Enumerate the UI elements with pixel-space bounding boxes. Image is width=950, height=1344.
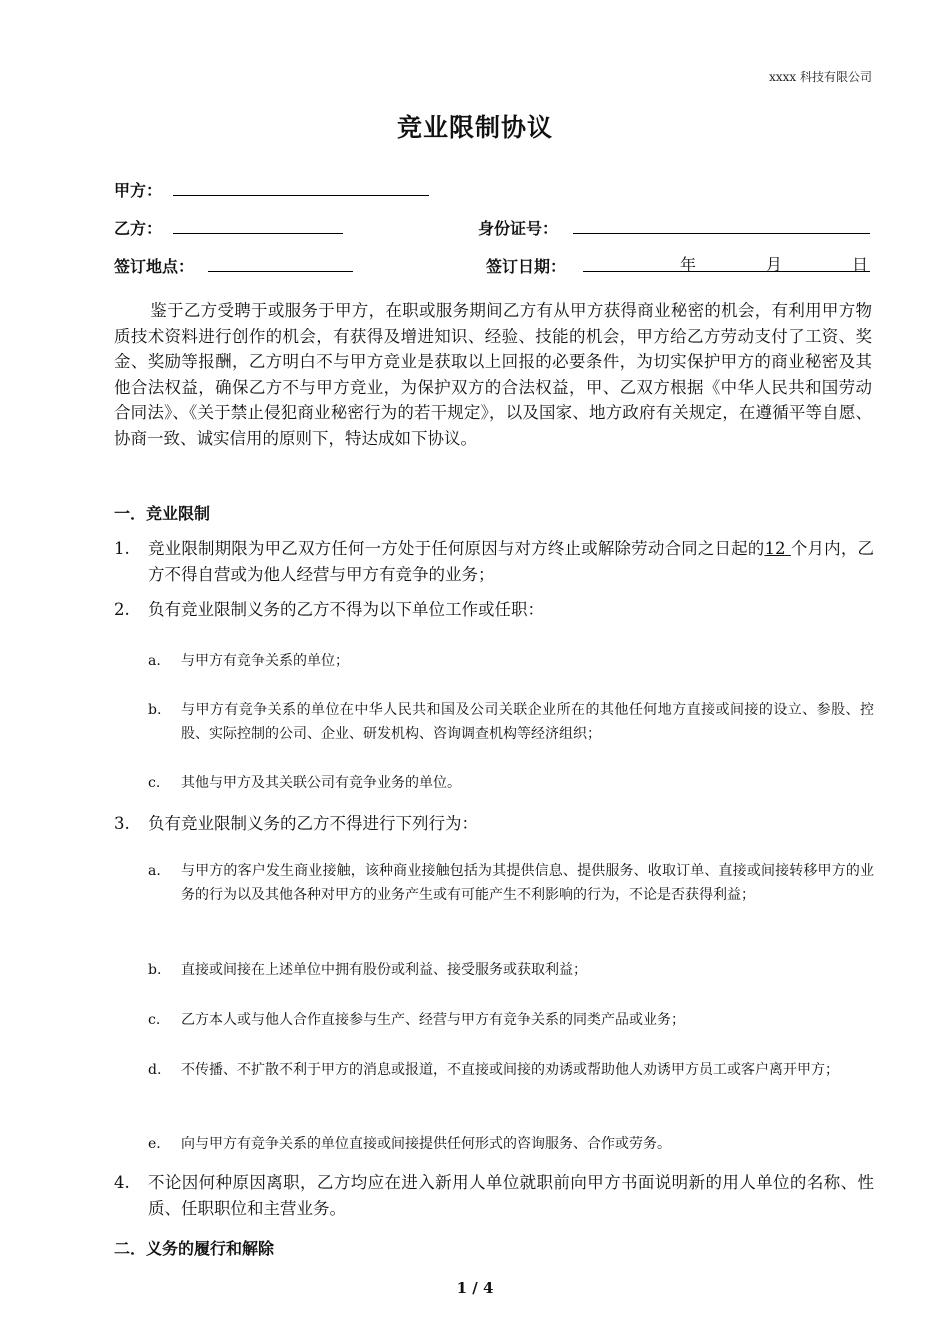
sub-clause-number: a.: [148, 653, 161, 669]
page-number: 1 / 4: [456, 1279, 494, 1297]
sub-clause: [148, 1132, 874, 1156]
sub-clause-text: 与甲方有竞争关系的单位；: [181, 653, 349, 669]
clause-text: 个月内，乙方不得自营或为他人经营与甲方有竞争的业务；: [148, 539, 875, 584]
party-b-blank[interactable]: [173, 213, 343, 234]
sub-clause-text: 向与甲方有竞争关系的单位直接或间接提供任何形式的咨询服务、合作或劳务。: [181, 1136, 671, 1152]
sub-clause-text: 与甲方有竞争关系的单位在中华人民共和国及公司关联企业所在的其他任何地方直接或间接的设立、参股、控股、实际控制的公司、企业、研发机构、咨询调查机构等经济组织；: [181, 702, 874, 742]
sub-clause: [148, 649, 874, 673]
sub-clause: [148, 1008, 874, 1032]
sub-clause-text: 直接或间接在上述单位中拥有股份或利益、接受服务或获取利益；: [181, 962, 587, 978]
company-name: xxxx 科技有限公司: [769, 70, 872, 84]
sub-clause: [148, 698, 874, 746]
sign-place-label: 签订地点：: [114, 257, 195, 276]
sign-place-blank[interactable]: [208, 251, 353, 272]
sub-clause-number: c.: [148, 1012, 161, 1028]
id-number-label: 身份证号：: [478, 219, 559, 238]
months-value: 12: [764, 539, 786, 558]
section-heading-1: 一．竞业限制: [114, 504, 211, 523]
clause-number: 2.: [114, 600, 130, 619]
clause-number: 3.: [114, 814, 130, 833]
sub-clause-number: d.: [148, 1062, 162, 1078]
id-number-blank[interactable]: [573, 213, 870, 234]
sub-clause-text: 与甲方的客户发生商业接触，该种商业接触包括为其提供信息、提供服务、收取订单、直接或间接转移甲方的业务的行为以及其他各种对甲方的业务产生或有可能产生不利影响的行为，不论是否获得利益；: [181, 863, 874, 903]
clause-text: 不论因何种原因离职，乙方均应在进入新用人单位就职前向甲方书面说明新的用人单位的名称、性质、任职职位和主营业务。: [148, 1173, 874, 1218]
sub-clause-number: b.: [148, 702, 162, 718]
date-year: 年: [680, 255, 697, 274]
clause-text: 竞业限制期限为甲乙双方任何一方处于任何原因与对方终止或解除劳动合同之日起的: [148, 539, 765, 558]
sub-clause: [148, 1058, 874, 1082]
clause-text: 负有竞业限制义务的乙方不得为以下单位工作或任职：: [148, 600, 544, 619]
document-title: 竞业限制协议: [396, 113, 553, 142]
clause-1: [114, 536, 874, 588]
date-day: 日: [852, 255, 869, 274]
clause-2: [114, 597, 874, 623]
sign-date-blank[interactable]: [583, 251, 870, 272]
sub-clause-text: 其他与甲方及其关联公司有竞争业务的单位。: [181, 775, 461, 791]
clause-number: 4.: [114, 1173, 130, 1192]
sub-clause-number: c.: [148, 775, 161, 791]
sub-clause-text: 乙方本人或与他人合作直接参与生产、经营与甲方有竞争关系的同类产品或业务；: [181, 1012, 685, 1028]
sign-date-label: 签订日期：: [486, 257, 567, 276]
sub-clause-text: 不传播、不扩散不利于甲方的消息或报道，不直接或间接的劝诱或帮助他人劝诱甲方员工或客户离开甲方；: [181, 1062, 839, 1078]
party-a-label: 甲方：: [114, 181, 163, 200]
section-heading-2: 二．义务的履行和解除: [114, 1239, 275, 1258]
sub-clause-number: e.: [148, 1136, 161, 1152]
clause-3: [114, 811, 874, 837]
date-month: 月: [766, 255, 783, 274]
sub-clause-number: b.: [148, 962, 162, 978]
party-b-label: 乙方：: [114, 219, 163, 238]
sub-clause: [148, 771, 874, 795]
sub-clause: [148, 859, 874, 907]
party-a-blank[interactable]: [173, 175, 429, 196]
sub-clause-number: a.: [148, 863, 161, 879]
clause-number: 1.: [114, 539, 130, 558]
clause-4: [114, 1170, 874, 1222]
sub-clause: [148, 958, 874, 982]
intro-paragraph: 鉴于乙方受聘于或服务于甲方，在职或服务期间乙方有从甲方获得商业秘密的机会，有利用甲方物质技术资料进行创作的机会，有获得及增进知识、经验、技能的机会，甲方给乙方劳动支付了工资、奖金、奖励等报酬，乙方明白不与甲方竞业是获取以上回报的必要条件，为切实保护甲方的商业秘密及其他合法权益，确保乙方不与甲方竞业，为保护双方的合法权益，甲、乙双方根据《中华人民共和国劳动合同法》、《关于禁止侵犯商业秘密行为的若干规定》，以及国家、地方政府有关规定，在遵循平等自愿、协商一致、诚实信用的原则下，特达成如下协议。: [114, 301, 872, 448]
clause-text: 负有竞业限制义务的乙方不得进行下列行为：: [148, 814, 478, 833]
